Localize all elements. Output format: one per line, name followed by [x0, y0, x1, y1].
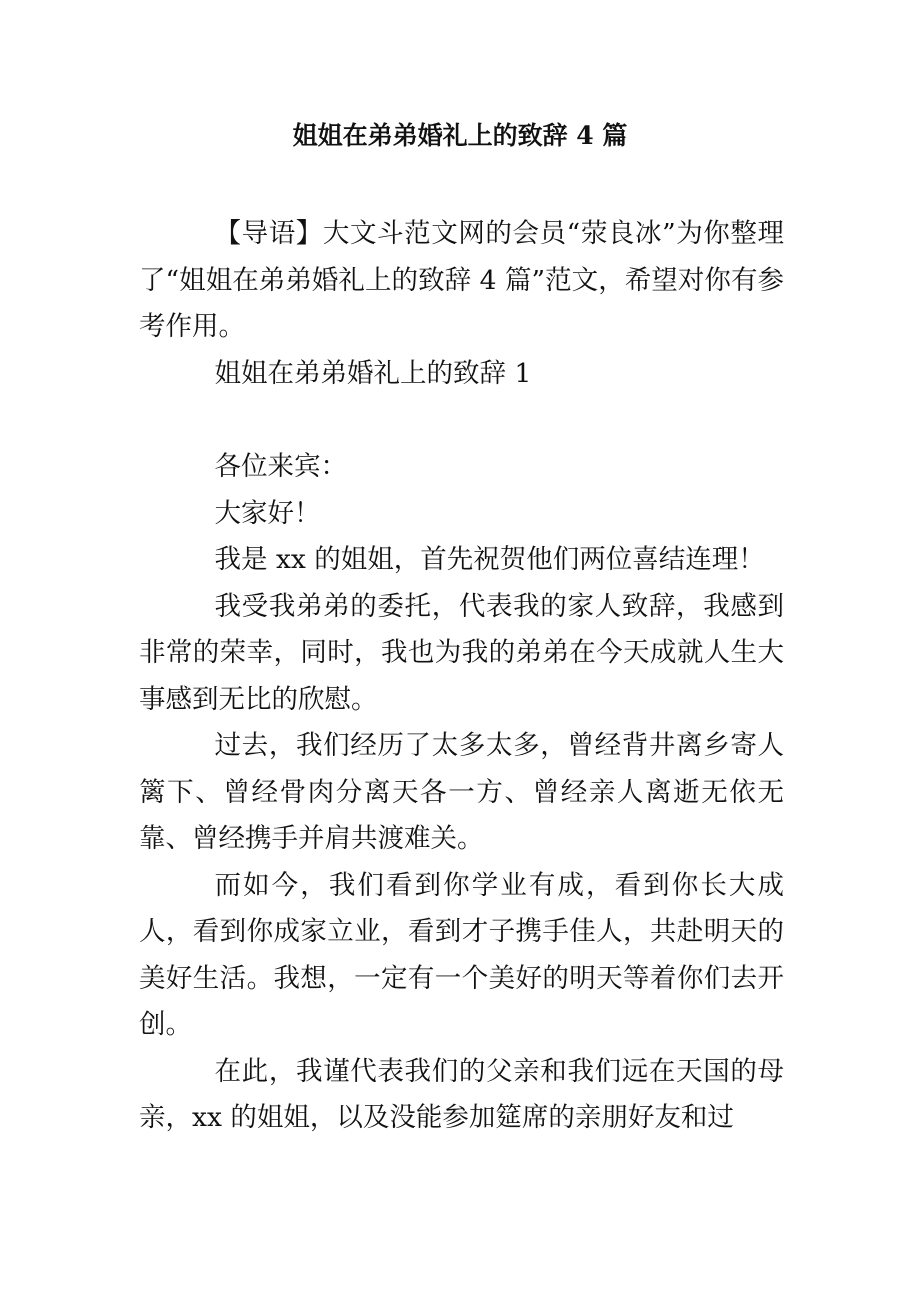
section-heading: 姐姐在弟弟婚礼上的致辞 1	[214, 357, 532, 389]
greeting-paragraph: 大家好！	[214, 497, 321, 529]
salutation-paragraph: 各位来宾：	[214, 451, 348, 482]
intro-paragraph: 【导语】大文斗范文网的会员“荥良冰”为你整理了“姐姐在弟弟婚礼上的致辞 4 篇”范文，希望对你有参考作用。	[139, 218, 784, 342]
document-body	[139, 211, 784, 1142]
body-paragraph: 我受我弟弟的委托，代表我的家人致辞，我感到非常的荣幸，同时，我也为我的弟弟在今天成就人生大事感到无比的欣慰。	[139, 590, 784, 715]
body-paragraph: 而如今，我们看到你学业有成，看到你长大成人，看到你成家立业，看到才子携手佳人，共赴明天的美好生活。我想，一定有一个美好的明天等着你们去开创。	[139, 869, 784, 1040]
body-paragraph: 我是 xx 的姐姐，首先祝贺他们两位喜结连理！	[214, 544, 765, 575]
body-paragraph: 在此，我谨代表我们的父亲和我们远在天国的母亲，xx 的姐姐，以及没能参加筵席的亲朋好友和过	[139, 1055, 784, 1133]
body-paragraph: 过去，我们经历了太多太多，曾经背井离乡寄人篱下、曾经骨肉分离天各一方、曾经亲人离逝无依无靠、曾经携手并肩共渡难关。	[139, 730, 784, 854]
document-title: 姐姐在弟弟婚礼上的致辞 4 篇	[292, 121, 628, 150]
